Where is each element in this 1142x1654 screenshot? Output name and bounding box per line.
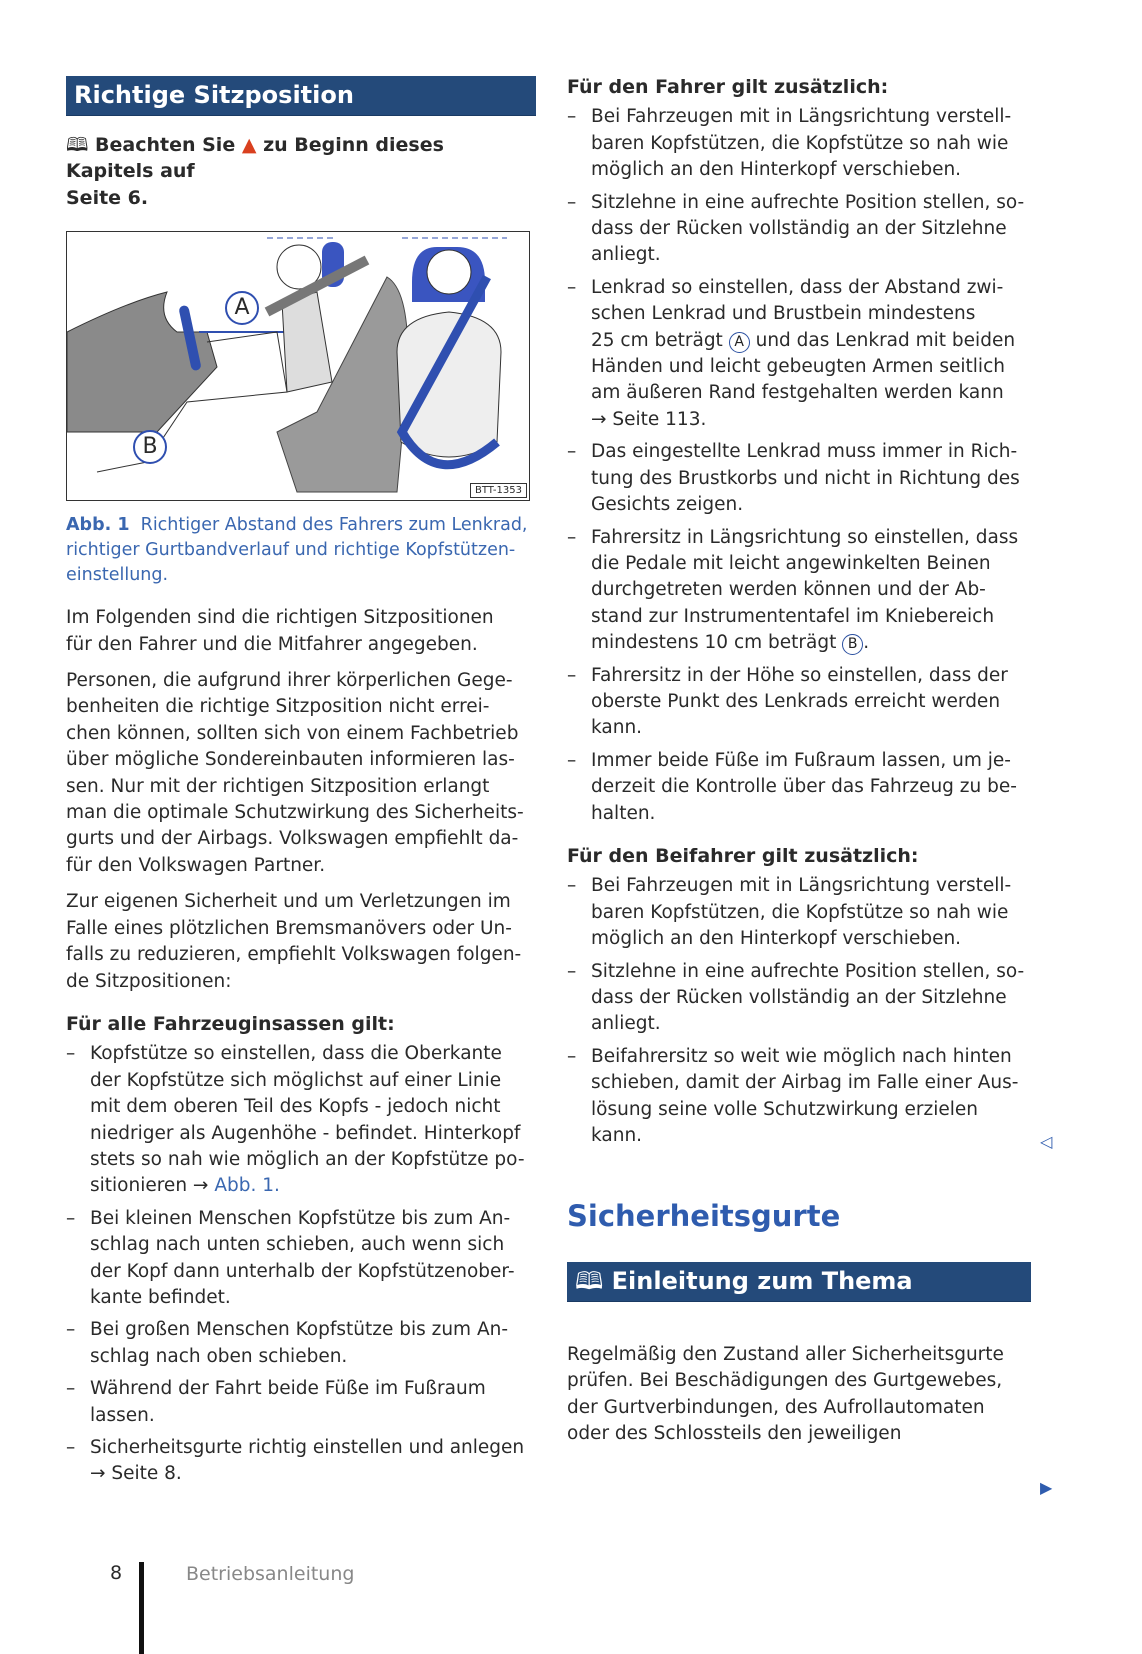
seat-illustration: [67, 232, 529, 500]
list-item: – Bei Fahrzeugen mit in Längsrichtung verstell- baren Kopfstützen, die Kopfstütze so nah wie möglich an den Hinterkopf verschieben.: [567, 873, 1047, 952]
list-item: – Während der Fahrt beide Füße im Fußraum lassen.: [66, 1376, 536, 1429]
footer-divider: [139, 1562, 144, 1654]
list-item: – Bei kleinen Menschen Kopfstütze bis zum An- schlag nach unten schieben, auch wenn sich der Kopf dann unterhalb der Kopfstützenober- kante befindet.: [66, 1206, 536, 1312]
circle-label-b: B: [842, 634, 863, 655]
figure-caption: Abb. 1 Richtiger Abstand des Fahrers zum Lenkrad, richtiger Gurtbandverlauf und richtige Kopfstützen- einstellung.: [66, 515, 528, 586]
figure-seat-position: [66, 231, 530, 501]
section-heading: Richtige Sitzposition: [66, 76, 536, 116]
warning-icon: ▲: [241, 134, 257, 156]
figure-link[interactable]: Abb. 1.: [214, 1175, 280, 1197]
safety-note: 🕮︎ Beachten Sie ▲ zu Beginn dieses Kapitels auf Seite 6.: [66, 134, 444, 209]
list-item: – Immer beide Füße im Fußraum lassen, um je- derzeit die Kontrolle über das Fahrzeug zu be- halten.: [567, 748, 1047, 827]
subheading-all: Für alle Fahrzeuginsassen gilt:: [66, 1012, 395, 1035]
right-column: [567, 74, 1047, 1447]
section-end-icon: ◁: [1040, 1132, 1053, 1151]
list-passenger: [567, 873, 1047, 1149]
list-item: – Kopfstütze so einstellen, dass die Oberkante der Kopfstütze sich möglichst auf einer Linie mit dem oberen Teil des Kopfs - jedoch nicht niedriger als Augenhöhe - befindet. Hinterkopf stets so nah wie möglich an der Kopfstütze po- sitionieren → Abb. 1.: [66, 1041, 536, 1199]
footer-title: Betriebsanleitung: [186, 1563, 355, 1585]
list-item: – Bei großen Menschen Kopfstütze bis zum An- schlag nach oben schieben.: [66, 1317, 536, 1370]
intro-heading-bar: 🕮︎ Einleitung zum Thema: [567, 1262, 1031, 1302]
list-item: – Sicherheitsgurte richtig einstellen und anlegen → Seite 8.: [66, 1435, 536, 1488]
label-b: B: [133, 430, 167, 464]
subheading-driver: Für den Fahrer gilt zusätzlich:: [567, 76, 889, 98]
list-all-occupants: [66, 1041, 536, 1488]
list-item: – Fahrersitz in Längsrichtung so einstellen, dass die Pedale mit leicht angewinkelten Beinen durchgetreten werden können und der Ab- stand zur Instrumententafel im Kniebereich mindestens 10 cm beträgt B .: [567, 525, 1047, 657]
subheading-passenger: Für den Beifahrer gilt zusätzlich:: [567, 844, 919, 867]
label-a: A: [225, 291, 259, 325]
paragraph: Personen, die aufgrund ihrer körperlichen Gege- benheiten die richtige Sitzposition nicht errei- chen können, sollten sich von einem Fachbetrieb über mögliche Sondereinbauten informieren las- sen. Nur mit der richtigen Sitzposition erlangt man die optimale Schutzwirkung des Sicherheits- gurts und der Airbags. Volkswagen empfiehlt da- für den Volkswagen Partner.: [66, 670, 524, 876]
intro-text: Regelmäßig den Zustand aller Sicherheitsgurte prüfen. Bei Beschädigungen des Gurtgewebes, der Gurtverbindungen, des Aufrollautomaten oder des Schlossteils den jeweiligen: [567, 1343, 1004, 1445]
paragraph: Im Folgenden sind die richtigen Sitzpositionen für den Fahrer und die Mitfahrer angegeben.: [66, 607, 494, 655]
left-column: [66, 76, 536, 1494]
list-item: – Fahrersitz in der Höhe so einstellen, dass der oberste Punkt des Lenkrads erreicht werden kann.: [567, 663, 1047, 742]
list-item: – Das eingestellte Lenkrad muss immer in Rich- tung des Brustkorbs und nicht in Richtung des Gesichts zeigen.: [567, 439, 1047, 518]
circle-label-a: A: [729, 332, 750, 353]
list-item: – Lenkrad so einstellen, dass der Abstand zwi- schen Lenkrad und Brustbein mindestens 25 cm beträgt A und das Lenkrad mit beiden Händen und leicht gebeugten Armen seitlich am äußeren Rand festgehalten werden kann → Seite 113.: [567, 275, 1047, 433]
continue-arrow-icon: ▶: [1040, 1478, 1053, 1497]
book-icon: 🕮︎: [66, 134, 89, 156]
list-driver: [567, 104, 1047, 827]
page-number: 8: [110, 1562, 123, 1584]
list-item: – Sitzlehne in eine aufrechte Position stellen, so- dass der Rücken vollständig an der Sitzlehne anliegt.: [567, 959, 1047, 1038]
list-item: – Beifahrersitz so weit wie möglich nach hinten schieben, damit der Airbag im Falle einer Aus- lösung seine volle Schutzwirkung erzielen kann.: [567, 1044, 1047, 1150]
book-icon: 🕮︎: [575, 1266, 604, 1295]
list-item: – Bei Fahrzeugen mit in Längsrichtung verstell- baren Kopfstützen, die Kopfstütze so nah wie möglich an den Hinterkopf verschieben.: [567, 104, 1047, 183]
section-title: Sicherheitsgurte: [567, 1199, 841, 1234]
list-item: – Sitzlehne in eine aufrechte Position stellen, so- dass der Rücken vollständig an der Sitzlehne anliegt.: [567, 190, 1047, 269]
figure-code: BTT-1353: [470, 483, 527, 498]
paragraph: Zur eigenen Sicherheit und um Verletzungen im Falle eines plötzlichen Bremsmanövers oder Un- falls zu reduzieren, empfiehlt Volkswagen folgen- de Sitzpositionen:: [66, 891, 522, 992]
